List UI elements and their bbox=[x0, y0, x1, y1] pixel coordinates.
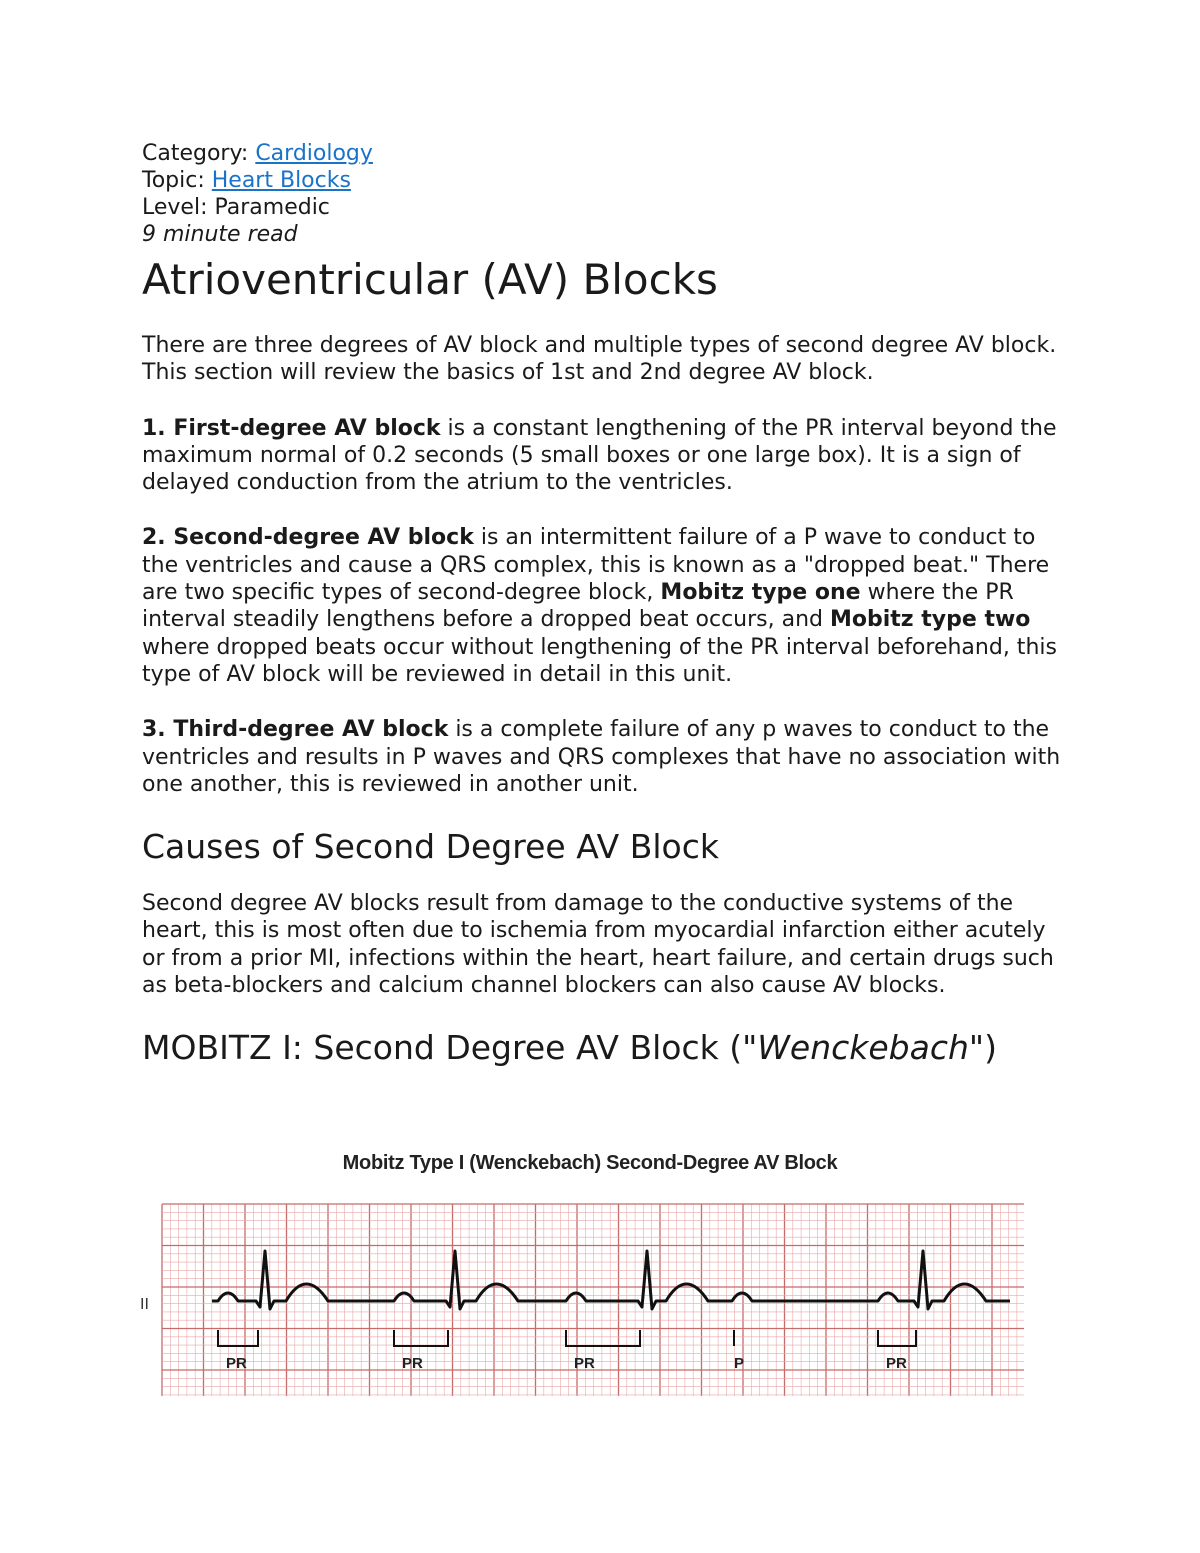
third-degree-paragraph bbox=[142, 716, 1072, 798]
lead-label: II bbox=[140, 1296, 149, 1313]
second-degree-text-c: where dropped beats occur without lengthening of the PR interval beforehand, this type of AV block will be reviewed in detail in this unit. bbox=[142, 634, 1057, 687]
ecg-title: Mobitz Type I (Wenckebach) Second-Degree AV Block bbox=[342, 1152, 838, 1174]
first-degree-text: is a constant lengthening of the PR interval beyond the maximum normal of 0.2 seconds (5 small boxes or one large box). It is a sign of delayed conduction from the atrium to the ventricles. bbox=[142, 415, 1057, 496]
category-link[interactable]: Cardiology bbox=[255, 141, 373, 166]
read-time: 9 minute read bbox=[142, 222, 298, 247]
topic-line bbox=[142, 167, 1072, 194]
pr-bracket bbox=[218, 1330, 258, 1346]
second-degree-paragraph bbox=[142, 524, 1072, 688]
level-line: Level: Paramedic bbox=[142, 195, 330, 220]
interval-label: PR bbox=[886, 1355, 907, 1372]
topic-label: Topic: bbox=[142, 168, 212, 193]
second-degree-text-a: is an intermittent failure of a P wave to conduct to the ventricles and cause a QRS complex, this is known as a "dropped beat." There are two specific types of second-degree block, bbox=[142, 525, 1050, 606]
interval-label: PR bbox=[402, 1355, 423, 1372]
first-degree-paragraph bbox=[142, 415, 1072, 497]
ecg-strip bbox=[138, 1148, 1038, 1410]
ecg-brackets bbox=[218, 1330, 916, 1372]
ecg-figure bbox=[138, 1148, 1038, 1410]
topic-link[interactable]: Heart Blocks bbox=[211, 168, 351, 193]
category-label: Category: bbox=[142, 141, 256, 166]
mobitz-two-term: Mobitz type two bbox=[829, 607, 1031, 633]
causes-paragraph: Second degree AV blocks result from damage to the conductive systems of the heart, this is most often due to ischemia from myocardial infarction either acutely or from a prior MI, infections within the heart, heart failure, and certain drugs such as beta-blockers and calcium channel blockers can also cause AV blocks. bbox=[142, 891, 1054, 999]
interval-label: PR bbox=[574, 1355, 595, 1372]
category-line bbox=[142, 140, 1072, 167]
first-degree-term: 1. First-degree AV block bbox=[142, 415, 441, 441]
article-meta bbox=[142, 140, 1072, 248]
causes-heading: Causes of Second Degree AV Block bbox=[142, 827, 719, 867]
mobitz-heading bbox=[142, 1027, 1072, 1069]
pr-bracket bbox=[394, 1330, 448, 1346]
third-degree-text: is a complete failure of any p waves to conduct to the ventricles and results in P waves and QRS complexes that have no association with one another, this is reviewed in another unit. bbox=[142, 717, 1061, 797]
second-degree-text-b: where the PR interval steadily lengthens before a dropped beat occurs, and bbox=[142, 580, 1014, 633]
page-title: Atrioventricular (AV) Blocks bbox=[142, 255, 718, 304]
mobitz-heading-a: MOBITZ I: Second Degree AV Block (" bbox=[142, 1028, 758, 1068]
mobitz-heading-em: Wenckebach bbox=[757, 1028, 969, 1068]
interval-label: PR bbox=[226, 1355, 247, 1372]
pr-bracket bbox=[878, 1330, 916, 1346]
third-degree-term: 3. Third-degree AV block bbox=[142, 717, 449, 743]
mobitz-one-term: Mobitz type one bbox=[660, 580, 861, 606]
ecg-trace bbox=[212, 1251, 1010, 1309]
mobitz-heading-b: ") bbox=[968, 1028, 997, 1068]
article bbox=[142, 140, 1072, 1091]
intro-paragraph: There are three degrees of AV block and multiple types of second degree AV block. This section will review the basics of 1st and 2nd degree AV block. bbox=[142, 333, 1057, 386]
second-degree-term: 2. Second-degree AV block bbox=[142, 525, 474, 551]
interval-label: P bbox=[734, 1355, 745, 1372]
